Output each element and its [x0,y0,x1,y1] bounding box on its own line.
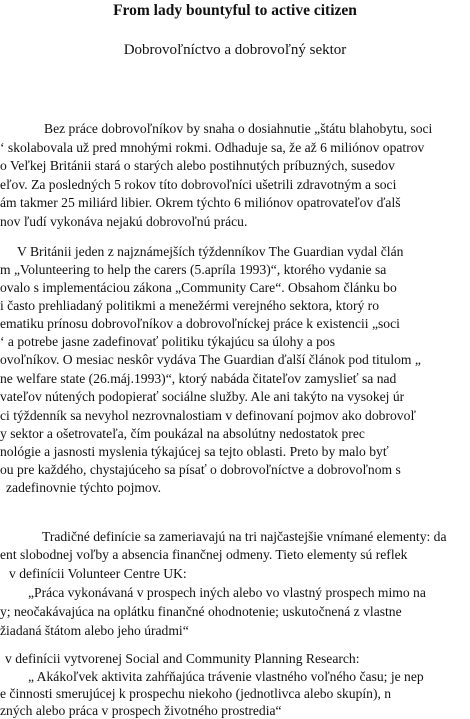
text-line: ou pre každého, chystajúceho sa písať o dobrovoľníctve a dobrovoľnom s [0,462,401,477]
text-line: eľov. Za posledných 5 rokov títo dobrovoľníci ušetrili zdravotným a soci [0,177,397,192]
text-line: žiadaná štátom alebo jeho úradmi“ [0,623,189,638]
text-line: nov ľudí vykonáva nejakú dobrovoľnú prácu. [0,214,248,229]
text-line: nológie a jasnosti myslenia týkajúcej sa tejto oblasti. Preto by malo byť [0,444,389,459]
text-line: V Británii jeden z najznámejších týždenníkov The Guardian vydal člán [17,244,404,259]
text-line: ci týždenník sa nevyhol nezrovnalostiam v definovaní pojmov ako dobrovoľ [0,408,416,423]
text-line: „ Akákoľvek aktivita zahŕňajúca trávenie vlastného voľného času; je nep [28,669,424,684]
text-line: „Práca vykonávaná v prospech iných alebo vo vlastný prospech mimo na [28,585,426,600]
text-line: ‘ a potrebe jasne zadefinovať politiku týkajúcu sa úlohy a pos [0,334,335,349]
text-line: zadefinovnie týchto pojmov. [6,480,162,495]
text-line: ovalo s implementáciou zákona „Community Care“. Obsahom článku bo [0,280,397,295]
text-line: ematiku prínosu dobrovoľníkov a dobrovoľníckej práce k existencii „soci [0,316,400,331]
text-line: v definícii Volunteer Centre UK: [9,566,187,581]
text-line: y sektor a ošetrovateľa, čím poukázal na absolútny nedostatok prec [0,426,365,441]
text-line: i často prehliadaný politikmi a menežérmi verejného sektora, ktorý ro [0,298,379,313]
text-line: ent slobodnej voľby a absencia finančnej odmeny. Tieto elementy sú reflek [0,547,408,562]
text-line: v definícii vytvorenej Social and Community Planning Research: [5,651,360,666]
text-line: ne welfare state (26.máj.1993)“, ktorý nabáda čitateľov zamyslieť sa nad [0,371,397,386]
text-line: m „Volunteering to help the carers (5.apríla 1993)“, ktorého vydanie sa [0,262,387,277]
text-line: vateľov nútených podopierať sociálne služby. Ale ani takýto na vysokej úr [0,389,405,404]
text-line: e činnosti smerujúcej k prospechu niekoho (jednotlivca alebo skupín), n [0,686,392,701]
text-line: zných alebo práca v prospech životného prostredia“ [0,703,282,718]
text-line: ovoľníkov. O mesiac neskôr vydáva The Guardian ďalší článok pod titulom „ [0,352,421,367]
text-line: ám takmer 25 miliárd libier. Okrem týchto 6 miliónov opatrovateľov ďalš [0,195,401,210]
document-title: From lady bountyful to active citizen [113,2,357,19]
text-line: y; neočakávajúca na oplátku finančné ohodnotenie; uskutočnená z vlastne [0,604,402,619]
text-line: Bez práce dobrovoľníkov by snaha o dosiahnutie „štátu blahobytu, soci [44,121,433,136]
document-subtitle: Dobrovoľníctvo a dobrovoľný sektor [123,42,347,58]
text-line: o Veľkej Británii stará o starých alebo postihnutých príbuzných, susedov [0,158,395,173]
text-line: ‘ skolabovala už pred mnohými rokmi. Odhaduje sa, že až 6 miliónov opatrov [0,140,425,155]
text-line: Tradičné definície sa zameriavajú na tri najčastejšie vnímané elementy: da [42,529,447,544]
